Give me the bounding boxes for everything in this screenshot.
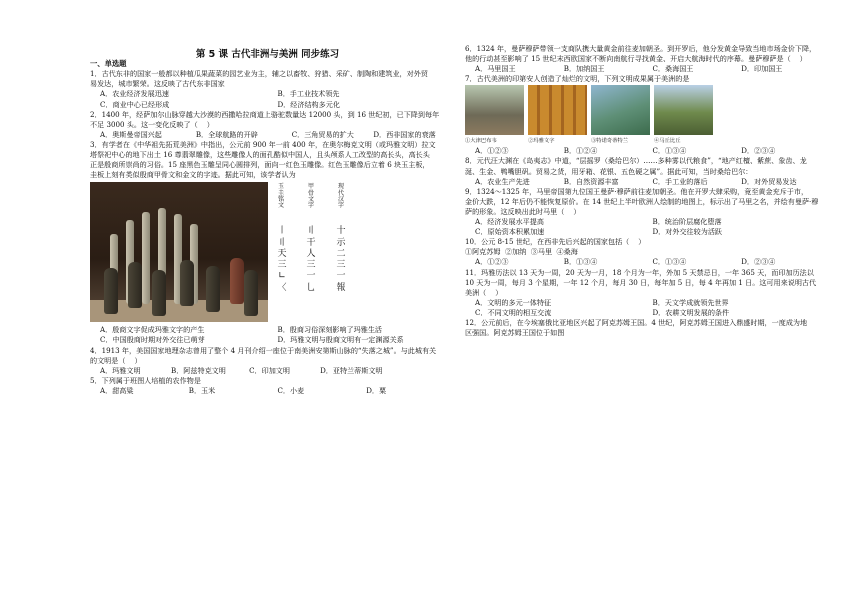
q11-stem-line2: 10 天为一周，每月 3 个星期，一年 12 个月，每月 30 日，每年加 5 日，每 4 年再加 1 日。这可用来说明古代 [465, 277, 817, 287]
question-5 [90, 377, 445, 394]
question-3 [90, 141, 445, 344]
q6-option-a[interactable]: A．马里国王 [475, 64, 516, 74]
q6-stem-line1: 6．1324 年，曼萨穆萨带领一支商队携大量黄金前往麦加朝圣。到开罗后，他分发黄金导致当地市场金价下降， [465, 44, 817, 53]
q2-stem-line2: 不足 3000 头。这一变化反映了（ ） [90, 119, 214, 129]
question-10 [465, 238, 820, 265]
q1-option-b[interactable]: B．手工业技术领先 [277, 89, 340, 99]
q1-options-2 [90, 101, 445, 108]
question-7 [465, 75, 820, 154]
q7-option-b[interactable]: B．①②④ [563, 146, 598, 156]
q7-options [465, 147, 820, 154]
question-8 [465, 157, 820, 184]
q6-option-c[interactable]: C．桑海国王 [652, 64, 694, 74]
q4-stem-line2: 的文明是（ ） [90, 355, 142, 365]
q11-option-d[interactable]: D．农耕文明发展的条件 [652, 307, 730, 317]
q1-stem-line2: 易发达，城市繁荣。这反映了古代东非国家 [90, 79, 225, 89]
q10-stem-line2: ①阿克苏姆 ②加纳 ③马里 ④桑海 [465, 247, 578, 257]
q8-options [465, 178, 820, 185]
q5-stem-line1: 5．下列属于班图人培植的农作物是 [90, 375, 201, 385]
q3-option-a[interactable]: A．殷商文字促成玛雅文字的产生 [100, 325, 205, 335]
page-title: 第 5 课 古代非洲与美洲 同步练习 [195, 49, 340, 60]
q1-stem-line1: 1．古代东非的国家一般都以种植瓜果蔬菜的园艺业为主，辅之以畜牧、狩猎、采矿、制陶和建筑业，对外贸 [90, 69, 428, 79]
q9-option-d[interactable]: D．对外交往较为活跃 [652, 227, 723, 237]
q4-stem-line1: 4．1913 年，美国国家地理杂志曾用了整个 4 月刊介绍一座位于南美洲安第斯山脉的“失落之城”。与此城有关 [90, 345, 437, 355]
q3-figure [90, 182, 360, 322]
q6-options [465, 65, 820, 72]
header-jade-inscription: 玉圭铭文 [277, 183, 284, 210]
q7-option-d[interactable]: D．②③④ [741, 146, 776, 156]
question-1 [90, 70, 445, 107]
q10-option-c[interactable]: C．①③④ [652, 257, 687, 267]
glyphs-modern: 十 示 二 三 一 報 [336, 226, 346, 293]
q8-option-d[interactable]: D．对外贸易发达 [741, 176, 797, 186]
q5-option-c[interactable]: C．小麦 [277, 385, 305, 395]
q3-option-b[interactable]: B．殷商习俗深刻影响了玛雅生活 [277, 325, 383, 335]
q7-option-a[interactable]: A．①②③ [475, 146, 509, 156]
q2-stem-line1: 2．1400 年，经萨加尔山脉穿越大沙漠的西撒哈拉商道上骆驼数量达 12000 头，到 16 世纪初，已下降到每年 [90, 109, 440, 119]
caption-4: ④马丘比丘 [654, 138, 681, 145]
q1-option-a[interactable]: A．农业经济发展迅速 [100, 89, 169, 99]
q11-stem-line1: 11．玛雅历法以 13 天为一周，20 天为一月，18 个月为一年，外加 5 天禁忌日，一年 365 天，而印加历法以 [465, 267, 814, 277]
great-zimbabwe-image [465, 85, 524, 145]
q11-option-b[interactable]: B．天文学成就领先世界 [652, 297, 729, 307]
q2-option-a[interactable]: A．奥斯曼帝国兴起 [100, 129, 162, 139]
caption-2: ②玛雅文字 [528, 138, 555, 145]
q5-option-d[interactable]: D．粟 [366, 385, 387, 395]
header-oracle-bone: 甲骨文字 [307, 183, 314, 210]
q8-option-a[interactable]: A．农业生产先进 [475, 176, 530, 186]
q9-option-b[interactable]: B．统治阶层腐化堕落 [652, 217, 722, 227]
q8-stem-line2: 涎、生金、鸭嘴胆矾。贸易之货，用牙箱、花银、五色硬之属”。据此可知，当时桑给巴尔： [465, 166, 753, 176]
q6-option-b[interactable]: B．加纳国王 [563, 64, 605, 74]
caption-1: ①大津巴布韦 [465, 138, 497, 145]
machu-picchu-image [654, 85, 713, 145]
q11-option-c[interactable]: C．不同文明的相互交流 [475, 307, 552, 317]
q2-option-c[interactable]: C．三角贸易的扩大 [291, 129, 354, 139]
question-4 [90, 347, 445, 374]
jade-figurines-photo [90, 182, 268, 322]
question-11 [465, 269, 820, 316]
glyphs-oracle: 〢 干 人 三 一 乚 [306, 226, 316, 293]
script-comparison-table [276, 182, 360, 322]
q8-option-c[interactable]: C．手工业的落后 [652, 176, 708, 186]
q12-stem-line1: 12．公元前后，在今埃塞俄比亚地区兴起了阿克苏姆王国。4 世纪，阿克苏姆王国进入鼎盛时期，一度成为地 [465, 317, 808, 327]
q3-stem-line1: 3．有学者在《中华祖先拓荒美洲》中指出，公元前 900 年一前 400 年，在奥尔梅克文明（或玛雅文明）拉文 [90, 139, 436, 149]
q9-option-a[interactable]: A．经济发展水平提高 [475, 217, 544, 227]
header-modern-chinese: 现代汉字 [337, 183, 344, 210]
question-6 [465, 45, 820, 72]
question-9 [465, 188, 820, 235]
maya-script-image [528, 85, 587, 145]
q7-image-strip [465, 85, 820, 145]
q9-stem-line1: 9．1324～1325 年，马里帝国第九位国王曼萨·穆萨前往麦加朝圣。他在开罗大肆采购，竟至黄金充斥于市， [465, 186, 809, 196]
q4-option-c[interactable]: C．印加文明 [249, 365, 290, 375]
q10-stem-line1: 10．公元 8-15 世纪，在西非先后兴起的国家包括（ ） [465, 237, 646, 247]
q3-option-d[interactable]: D．玛雅文明与殷商文明有一定渊源关系 [277, 335, 404, 345]
q7-stem-line1: 7．古代美洲的印第安人创造了灿烂的文明，下列文明成果属于美洲的是 [465, 74, 690, 84]
tenochtitlan-image [591, 85, 650, 145]
q2-options [90, 131, 445, 138]
q9-options [465, 218, 820, 225]
q2-option-d[interactable]: D．西非国家的衰落 [373, 129, 436, 139]
q1-options [90, 90, 445, 97]
q1-option-d[interactable]: D．经济结构多元化 [277, 99, 340, 109]
q3-stem-line2: 塔祭祀中心的地下出土 16 尊翡翠雕像，这些雕像人的面孔酷似中国人，且头颅系人工改型的高长头，高长头 [90, 150, 430, 160]
question-2 [90, 111, 445, 138]
q4-option-b[interactable]: B．阿兹特克文明 [171, 365, 226, 375]
q8-option-b[interactable]: B．自然资源丰富 [563, 176, 619, 186]
q3-options-2 [90, 336, 445, 343]
q3-option-c[interactable]: C．中国殷商时期对外交往已萌芽 [100, 335, 205, 345]
q9-option-c[interactable]: C．原始资本积累加速 [475, 227, 545, 237]
right-column [465, 45, 820, 336]
q1-option-c[interactable]: C．商业中心已经形成 [100, 99, 170, 109]
q9-stem-line3: 萨的形象。这反映出此时马里（ ） [465, 206, 581, 216]
q9-stem-line2: 金价大跌，12 年后仍不能恢复原价。在 14 世纪上半叶欧洲人绘制的地图上，标示出了马里之名，并绘有曼萨·穆 [465, 196, 819, 206]
q5-option-b[interactable]: B．玉米 [188, 385, 216, 395]
caption-3: ③特诺奇蒂特兰 [591, 138, 629, 145]
q6-option-d[interactable]: D．印加国王 [741, 64, 783, 74]
q9-options-2 [465, 228, 820, 235]
q10-option-b[interactable]: B．①③④ [563, 257, 598, 267]
q11-option-a[interactable]: A．文明的多元一体特征 [475, 297, 552, 307]
q3-options [90, 326, 445, 333]
q12-stem-line2: 区强国。阿克苏姆王国位于如图 [465, 328, 565, 338]
question-12 [465, 319, 820, 336]
section-heading: 一、单选题 [90, 59, 127, 68]
q4-option-a[interactable]: A．玛雅文明 [100, 365, 141, 375]
q10-options [465, 258, 820, 265]
q10-option-a[interactable]: A．①②③ [475, 257, 509, 267]
q6-stem-line2: 他的行动甚至影响了 15 世纪末西欧国家不断向南航行寻找黄金、开启大航海时代的序幕。曼萨穆萨是（ ） [465, 54, 807, 64]
q2-option-b[interactable]: B．全球航路的开辟 [195, 129, 258, 139]
glyphs-jade: 〡 〢 天 三 ∟ 〈 [277, 226, 287, 293]
q4-options [90, 367, 445, 374]
q11-options [465, 299, 820, 306]
q11-stem-line3: 美洲（ ） [465, 287, 503, 297]
q4-option-d[interactable]: D．亚特兰蒂斯文明 [320, 365, 383, 375]
q3-stem-line4: 圭板上刻有类似殷商甲骨文和金文的字迹。据此可知，该学者认为 [90, 170, 296, 180]
q8-stem-line1: 8．元代汪大渊在《岛夷志》中道，“层摇罗（桑给巴尔）……多种雾以代粮食”，“地产红檀、紫蔗、象齿、龙 [465, 156, 807, 166]
q11-options-2 [465, 309, 820, 316]
q7-option-c[interactable]: C．①③④ [652, 146, 687, 156]
q5-option-a[interactable]: A．甜高粱 [100, 385, 134, 395]
q3-stem-line3: 正是殷商所崇尚的习俗。15 座黑色玉雕呈同心圆排列，面向一红色玉雕像。红色玉雕像后立着 6 块玉主板， [90, 160, 430, 170]
left-column [90, 60, 445, 394]
q10-option-d[interactable]: D．②③④ [741, 257, 776, 267]
q5-options [90, 387, 445, 394]
